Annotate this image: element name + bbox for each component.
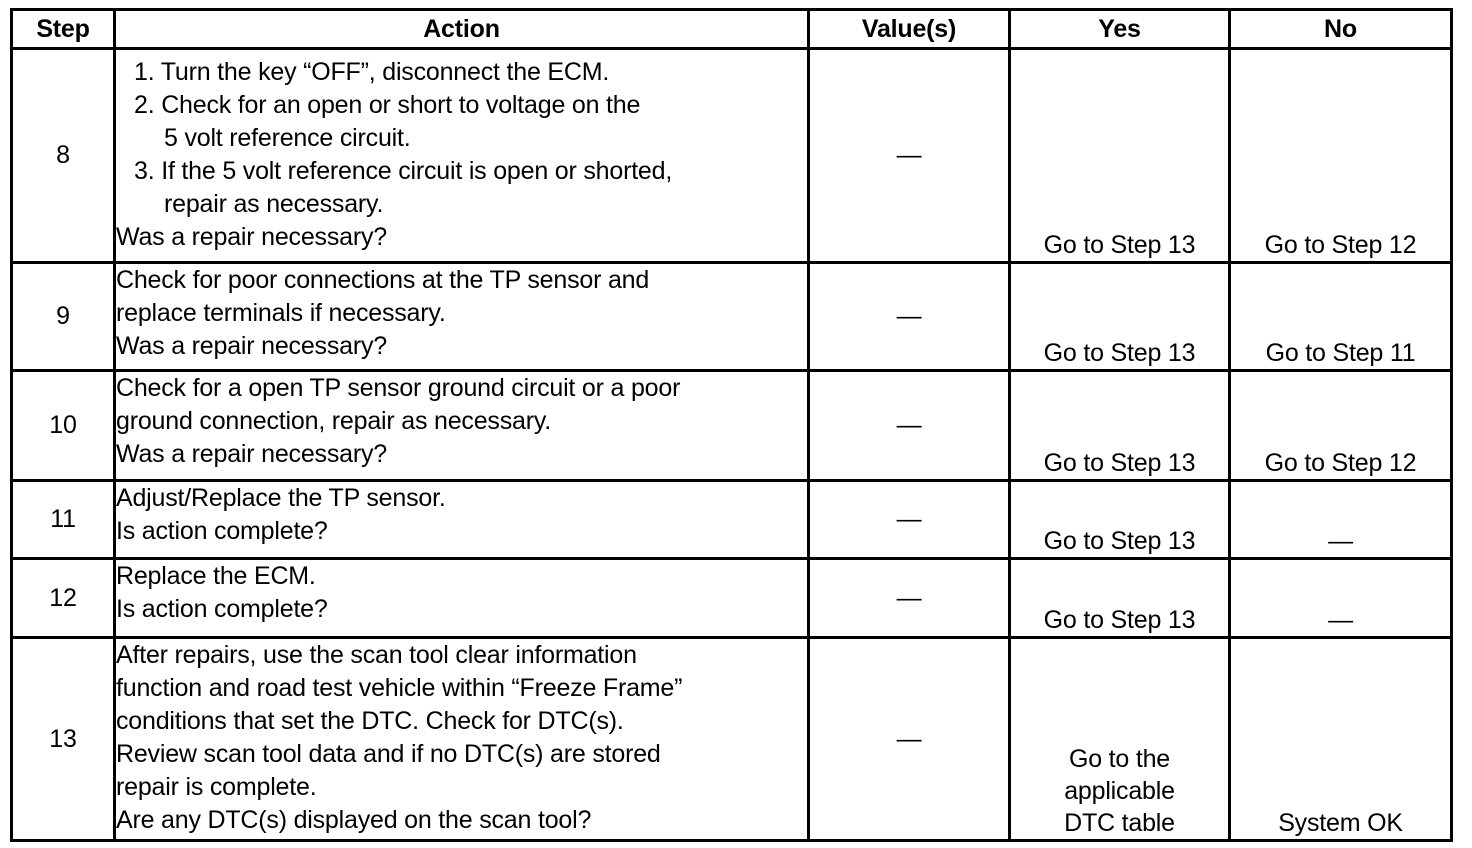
yes-cell: Go to Step 13 (1010, 49, 1230, 263)
action-line: Review scan tool data and if no DTC(s) are stored (116, 740, 661, 768)
table-row (12, 263, 1452, 371)
action-line: function and road test vehicle within “Freeze Frame” (116, 674, 683, 702)
yes-cell: Go to Step 13 (1010, 559, 1230, 638)
diagnostic-table-container (10, 8, 1453, 842)
no-cell: — (1230, 559, 1452, 638)
step-number: 11 (12, 481, 115, 559)
table-row (12, 559, 1452, 638)
action-line: 2. Check for an open or short to voltage on the (134, 91, 641, 119)
action-line: 3. If the 5 volt reference circuit is open or shorted, (134, 157, 673, 185)
step-number: 8 (12, 49, 115, 263)
value-cell: — (809, 49, 1010, 263)
header-row (12, 10, 1452, 49)
action-line: repair is complete. (116, 773, 317, 801)
no-cell: System OK (1230, 638, 1452, 841)
action-cell (115, 481, 809, 559)
step-number: 13 (12, 638, 115, 841)
action-cell (115, 263, 809, 371)
value-cell: — (809, 481, 1010, 559)
value-cell: — (809, 371, 1010, 481)
action-cell (115, 49, 809, 263)
step-number: 10 (12, 371, 115, 481)
no-cell: — (1230, 481, 1452, 559)
yes-cell: Go to Step 13 (1010, 371, 1230, 481)
action-question: Is action complete? (116, 517, 328, 545)
header-no: No (1230, 10, 1452, 49)
action-question: Are any DTC(s) displayed on the scan tool? (116, 806, 592, 834)
yes-cell: Go to Step 13 (1010, 263, 1230, 371)
table-row (12, 638, 1452, 841)
action-question: Was a repair necessary? (116, 440, 387, 468)
step-number: 9 (12, 263, 115, 371)
header-step: Step (12, 10, 115, 49)
diagnostic-table (10, 8, 1453, 842)
value-cell: — (809, 263, 1010, 371)
action-question: Was a repair necessary? (116, 332, 387, 360)
action-line: Adjust/Replace the TP sensor. (116, 484, 446, 512)
yes-cell: Go to Step 13 (1010, 481, 1230, 559)
action-line: ground connection, repair as necessary. (116, 407, 552, 435)
action-line: 5 volt reference circuit. (164, 124, 411, 152)
no-cell: Go to Step 12 (1230, 49, 1452, 263)
action-line: repair as necessary. (164, 190, 384, 218)
no-cell: Go to Step 12 (1230, 371, 1452, 481)
action-line: replace terminals if necessary. (116, 299, 446, 327)
value-cell: — (809, 638, 1010, 841)
table-row (12, 481, 1452, 559)
header-values: Value(s) (809, 10, 1010, 49)
action-cell (115, 559, 809, 638)
yes-cell: Go to the applicable DTC table (1010, 638, 1230, 841)
no-cell: Go to Step 11 (1230, 263, 1452, 371)
action-cell (115, 638, 809, 841)
action-line: 1. Turn the key “OFF”, disconnect the ECM. (134, 58, 610, 86)
table-row (12, 49, 1452, 263)
action-line: Replace the ECM. (116, 562, 316, 590)
action-cell (115, 371, 809, 481)
header-yes: Yes (1010, 10, 1230, 49)
step-number: 12 (12, 559, 115, 638)
action-question: Was a repair necessary? (116, 223, 387, 251)
header-action: Action (115, 10, 809, 49)
action-line: Check for a open TP sensor ground circuit or a poor (116, 374, 681, 402)
action-line: Check for poor connections at the TP sensor and (116, 266, 650, 294)
action-line: After repairs, use the scan tool clear information (116, 641, 637, 669)
value-cell: — (809, 559, 1010, 638)
table-row (12, 371, 1452, 481)
action-question: Is action complete? (116, 595, 328, 623)
action-line: conditions that set the DTC. Check for DTC(s). (116, 707, 624, 735)
